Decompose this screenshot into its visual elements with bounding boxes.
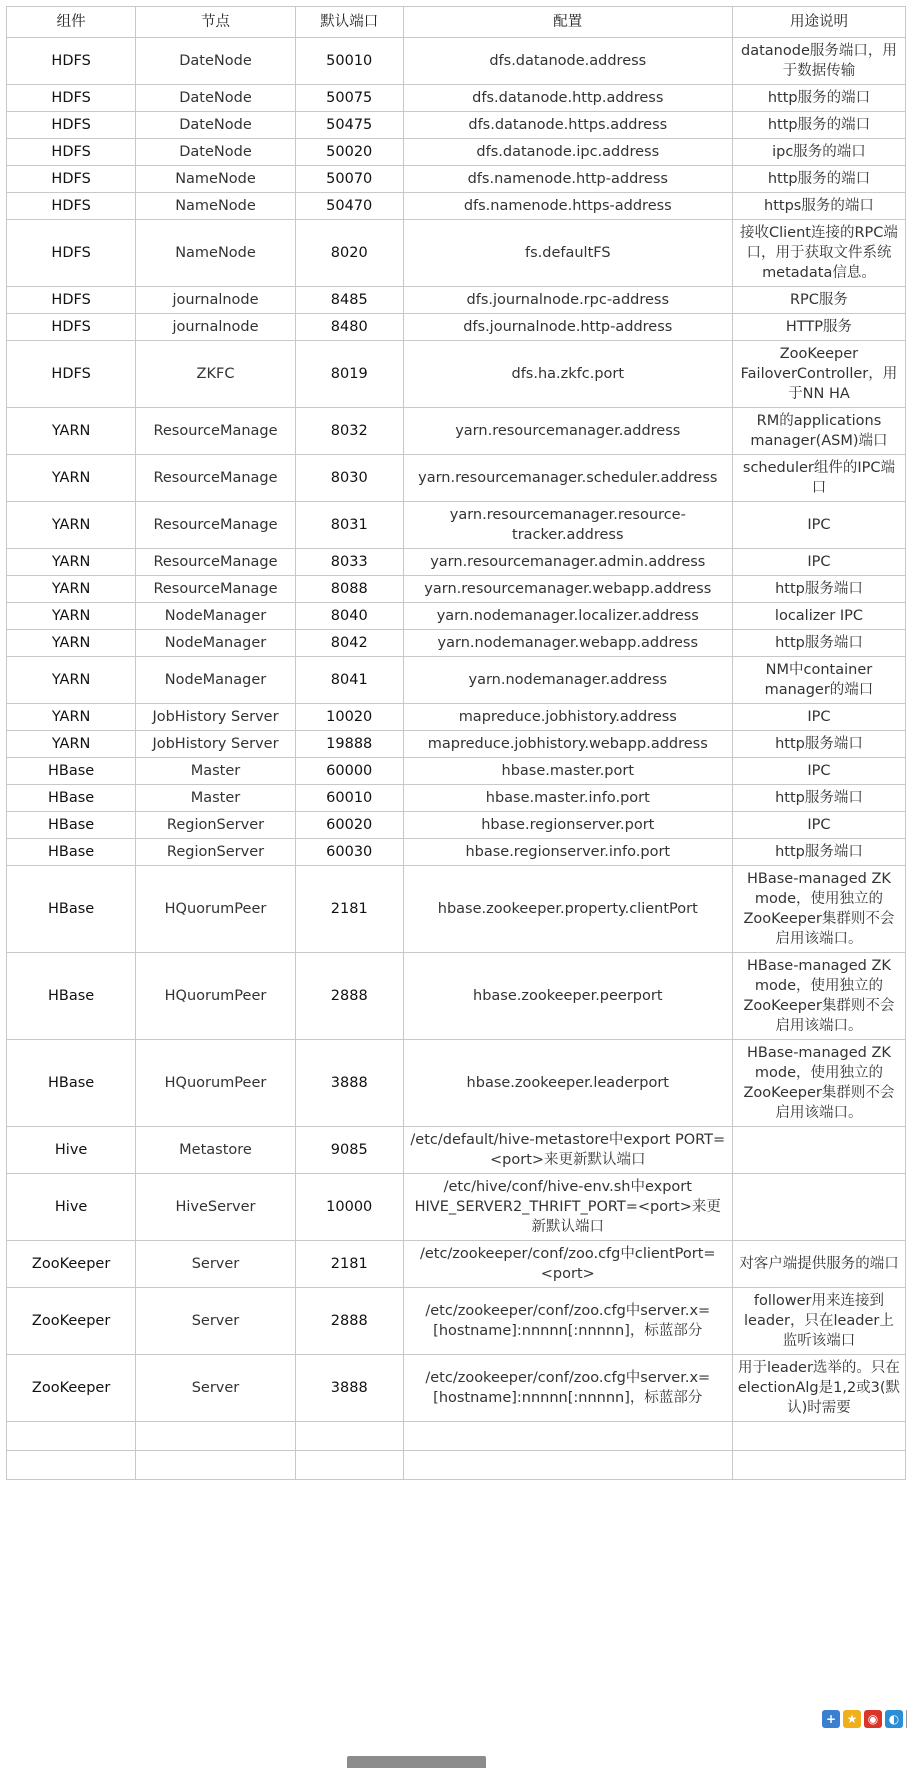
cell-port: 8480 (295, 314, 403, 341)
share-bar (822, 1710, 907, 1728)
cell-description: 接收Client连接的RPC端口，用于获取文件系统metadata信息。 (732, 220, 905, 287)
table-row (7, 193, 906, 220)
cell-port: 50020 (295, 139, 403, 166)
cell-description: http服务端口 (732, 630, 905, 657)
cell-node: DateNode (136, 139, 296, 166)
cell-node: JobHistory Server (136, 704, 296, 731)
cell-component (7, 1422, 136, 1451)
cell-port: 60030 (295, 839, 403, 866)
cell-component (7, 1451, 136, 1480)
cell-port: 10020 (295, 704, 403, 731)
cell-component: HDFS (7, 341, 136, 408)
cell-config: mapreduce.jobhistory.address (403, 704, 732, 731)
table-row (7, 314, 906, 341)
cell-node: ResourceManage (136, 455, 296, 502)
cell-config: /etc/zookeeper/conf/zoo.cfg中server.x=[hostname]:nnnnn[:nnnnn]，标蓝部分 (403, 1288, 732, 1355)
cell-component: ZooKeeper (7, 1355, 136, 1422)
cell-config (403, 1422, 732, 1451)
cell-config: dfs.namenode.https-address (403, 193, 732, 220)
table-row (7, 1127, 906, 1174)
cell-component: YARN (7, 603, 136, 630)
cell-port: 2181 (295, 1241, 403, 1288)
cell-port: 50470 (295, 193, 403, 220)
cell-port: 50075 (295, 85, 403, 112)
table-row (7, 502, 906, 549)
table-row (7, 166, 906, 193)
cell-node: Metastore (136, 1127, 296, 1174)
table-row (7, 704, 906, 731)
port-table (6, 6, 906, 1480)
cell-description: IPC (732, 549, 905, 576)
table-row (7, 731, 906, 758)
cell-component: YARN (7, 657, 136, 704)
cell-description: follower用来连接到leader，只在leader上监听该端口 (732, 1288, 905, 1355)
cell-config: dfs.ha.zkfc.port (403, 341, 732, 408)
cell-config: /etc/zookeeper/conf/zoo.cfg中server.x=[hostname]:nnnnn[:nnnnn]，标蓝部分 (403, 1355, 732, 1422)
cell-description: IPC (732, 812, 905, 839)
next-page-button[interactable] (414, 1756, 486, 1768)
cell-node: Master (136, 758, 296, 785)
cell-component: YARN (7, 408, 136, 455)
cell-component: HDFS (7, 287, 136, 314)
cell-node: DateNode (136, 112, 296, 139)
cell-config (403, 1451, 732, 1480)
cell-port: 8030 (295, 455, 403, 502)
cell-node (136, 1422, 296, 1451)
cell-node: Server (136, 1241, 296, 1288)
cell-config: hbase.master.port (403, 758, 732, 785)
cell-node: HQuorumPeer (136, 866, 296, 953)
cell-port: 8032 (295, 408, 403, 455)
cell-description (732, 1127, 905, 1174)
cell-port: 8020 (295, 220, 403, 287)
cell-port: 8088 (295, 576, 403, 603)
cell-port (295, 1451, 403, 1480)
cell-port: 10000 (295, 1174, 403, 1241)
cell-description: scheduler组件的IPC端口 (732, 455, 905, 502)
cell-config: dfs.datanode.ipc.address (403, 139, 732, 166)
cell-component: HBase (7, 812, 136, 839)
cell-config: hbase.regionserver.port (403, 812, 732, 839)
cell-config: dfs.namenode.http-address (403, 166, 732, 193)
cell-description: http服务的端口 (732, 112, 905, 139)
cell-config: /etc/zookeeper/conf/zoo.cfg中clientPort=<port> (403, 1241, 732, 1288)
cell-config: yarn.resourcemanager.address (403, 408, 732, 455)
cell-component: HDFS (7, 193, 136, 220)
table-row (7, 603, 906, 630)
table-row (7, 287, 906, 314)
cell-node: ZKFC (136, 341, 296, 408)
cell-description: RPC服务 (732, 287, 905, 314)
table-row (7, 812, 906, 839)
cell-description: http服务端口 (732, 839, 905, 866)
cell-description: IPC (732, 502, 905, 549)
cell-config: yarn.resourcemanager.resource-tracker.address (403, 502, 732, 549)
cell-port: 8485 (295, 287, 403, 314)
cell-port: 9085 (295, 1127, 403, 1174)
table-row (7, 953, 906, 1040)
cell-port: 8042 (295, 630, 403, 657)
cell-port: 60020 (295, 812, 403, 839)
cell-description (732, 1451, 905, 1480)
cell-node: NameNode (136, 166, 296, 193)
cell-description: localizer IPC (732, 603, 905, 630)
cell-config: yarn.resourcemanager.admin.address (403, 549, 732, 576)
table-row (7, 839, 906, 866)
cell-node: ResourceManage (136, 549, 296, 576)
cell-node: HQuorumPeer (136, 953, 296, 1040)
table-row (7, 1355, 906, 1422)
cell-description: 用于leader选举的。只在electionAlg是1,2或3(默认)时需要 (732, 1355, 905, 1422)
cell-port: 50010 (295, 38, 403, 85)
cell-port: 8040 (295, 603, 403, 630)
cell-component: HBase (7, 953, 136, 1040)
cell-node: ResourceManage (136, 576, 296, 603)
table-row (7, 1288, 906, 1355)
table-row (7, 549, 906, 576)
table-row (7, 576, 906, 603)
cell-component: ZooKeeper (7, 1241, 136, 1288)
cell-config: hbase.master.info.port (403, 785, 732, 812)
table-row (7, 630, 906, 657)
cell-port: 19888 (295, 731, 403, 758)
table-row (7, 785, 906, 812)
cell-component: YARN (7, 731, 136, 758)
cell-node: ResourceManage (136, 408, 296, 455)
table-row (7, 341, 906, 408)
cell-component: ZooKeeper (7, 1288, 136, 1355)
table-row (7, 1451, 906, 1480)
table-body (7, 38, 906, 1480)
cell-component: YARN (7, 549, 136, 576)
cell-node: NameNode (136, 220, 296, 287)
cell-description: http服务端口 (732, 731, 905, 758)
table-row (7, 408, 906, 455)
table-row (7, 220, 906, 287)
cell-node: DateNode (136, 38, 296, 85)
table-row (7, 1040, 906, 1127)
cell-node: NodeManager (136, 630, 296, 657)
cell-component: HDFS (7, 139, 136, 166)
cell-port: 50475 (295, 112, 403, 139)
cell-node: journalnode (136, 314, 296, 341)
cell-config: hbase.regionserver.info.port (403, 839, 732, 866)
cell-component: YARN (7, 576, 136, 603)
table-row (7, 38, 906, 85)
table-row (7, 1422, 906, 1451)
weibo-share-icon[interactable]: ◉ (864, 1710, 882, 1728)
cell-node: ResourceManage (136, 502, 296, 549)
cell-port (295, 1422, 403, 1451)
cell-component: Hive (7, 1127, 136, 1174)
cell-component: HDFS (7, 166, 136, 193)
cell-node: JobHistory Server (136, 731, 296, 758)
header-node: 节点 (136, 7, 296, 38)
cell-config: dfs.datanode.https.address (403, 112, 732, 139)
qzone-share-icon[interactable]: ★ (843, 1710, 861, 1728)
tencent-weibo-share-icon[interactable]: ◐ (885, 1710, 903, 1728)
share-divider (906, 1710, 907, 1728)
table-row (7, 85, 906, 112)
table-row (7, 1174, 906, 1241)
cell-port: 60010 (295, 785, 403, 812)
cell-component: HBase (7, 758, 136, 785)
cell-component: YARN (7, 704, 136, 731)
cell-component: HBase (7, 785, 136, 812)
cell-description: http服务的端口 (732, 166, 905, 193)
cell-description: https服务的端口 (732, 193, 905, 220)
cell-component: YARN (7, 630, 136, 657)
cell-config: dfs.datanode.http.address (403, 85, 732, 112)
cell-port: 8019 (295, 341, 403, 408)
cell-config: yarn.nodemanager.localizer.address (403, 603, 732, 630)
cell-port: 2181 (295, 866, 403, 953)
header-config: 配置 (403, 7, 732, 38)
cell-port: 8033 (295, 549, 403, 576)
cell-description: http服务端口 (732, 785, 905, 812)
cell-node: RegionServer (136, 812, 296, 839)
cell-component: HDFS (7, 220, 136, 287)
cell-description: datanode服务端口，用于数据传输 (732, 38, 905, 85)
cell-node: journalnode (136, 287, 296, 314)
cell-port: 2888 (295, 953, 403, 1040)
cell-description: NM中container manager的端口 (732, 657, 905, 704)
cell-config: yarn.nodemanager.address (403, 657, 732, 704)
table-row (7, 455, 906, 502)
cell-node: NameNode (136, 193, 296, 220)
cell-config: dfs.journalnode.rpc-address (403, 287, 732, 314)
table-row (7, 1241, 906, 1288)
header-default-port: 默认端口 (295, 7, 403, 38)
cell-description: HTTP服务 (732, 314, 905, 341)
cell-config: /etc/default/hive-metastore中export PORT=<port>来更新默认端口 (403, 1127, 732, 1174)
cell-port: 3888 (295, 1040, 403, 1127)
cell-description: ipc服务的端口 (732, 139, 905, 166)
cell-description: 对客户端提供服务的端口 (732, 1241, 905, 1288)
cell-component: HDFS (7, 38, 136, 85)
cell-description: http服务端口 (732, 576, 905, 603)
prev-page-button[interactable] (347, 1756, 419, 1768)
cell-description: RM的applications manager(ASM)端口 (732, 408, 905, 455)
cell-description (732, 1174, 905, 1241)
table-row (7, 112, 906, 139)
cell-description: HBase-managed ZK mode，使用独立的ZooKeeper集群则不会启用该端口。 (732, 866, 905, 953)
cell-config: fs.defaultFS (403, 220, 732, 287)
cell-node (136, 1451, 296, 1480)
cell-description (732, 1422, 905, 1451)
cell-description: http服务的端口 (732, 85, 905, 112)
cell-component: HDFS (7, 85, 136, 112)
cell-description: HBase-managed ZK mode，使用独立的ZooKeeper集群则不会启用该端口。 (732, 953, 905, 1040)
cell-node: Server (136, 1355, 296, 1422)
cell-config: yarn.resourcemanager.scheduler.address (403, 455, 732, 502)
header-description: 用途说明 (732, 7, 905, 38)
cell-config: hbase.zookeeper.peerport (403, 953, 732, 1040)
cell-config: dfs.datanode.address (403, 38, 732, 85)
cell-config: mapreduce.jobhistory.webapp.address (403, 731, 732, 758)
table-row (7, 139, 906, 166)
cell-component: HBase (7, 866, 136, 953)
cell-config: dfs.journalnode.http-address (403, 314, 732, 341)
cell-config: hbase.zookeeper.property.clientPort (403, 866, 732, 953)
cell-component: YARN (7, 502, 136, 549)
cell-port: 8041 (295, 657, 403, 704)
header-row (7, 7, 906, 38)
add-share-icon[interactable]: + (822, 1710, 840, 1728)
cell-component: HDFS (7, 112, 136, 139)
header-component: 组件 (7, 7, 136, 38)
cell-component: YARN (7, 455, 136, 502)
cell-port: 50070 (295, 166, 403, 193)
cell-config: yarn.resourcemanager.webapp.address (403, 576, 732, 603)
cell-node: HiveServer (136, 1174, 296, 1241)
cell-description: IPC (732, 704, 905, 731)
cell-component: HBase (7, 1040, 136, 1127)
cell-component: HDFS (7, 314, 136, 341)
cell-component: Hive (7, 1174, 136, 1241)
cell-port: 8031 (295, 502, 403, 549)
cell-node: HQuorumPeer (136, 1040, 296, 1127)
cell-node: NodeManager (136, 603, 296, 630)
cell-config: /etc/hive/conf/hive-env.sh中export HIVE_SERVER2_THRIFT_PORT=<port>来更新默认端口 (403, 1174, 732, 1241)
cell-node: DateNode (136, 85, 296, 112)
cell-config: hbase.zookeeper.leaderport (403, 1040, 732, 1127)
cell-node: NodeManager (136, 657, 296, 704)
cell-node: Master (136, 785, 296, 812)
cell-port: 3888 (295, 1355, 403, 1422)
cell-description: ZooKeeper FailoverController，用于NN HA (732, 341, 905, 408)
cell-description: IPC (732, 758, 905, 785)
cell-node: RegionServer (136, 839, 296, 866)
cell-component: HBase (7, 839, 136, 866)
table-row (7, 657, 906, 704)
cell-description: HBase-managed ZK mode，使用独立的ZooKeeper集群则不会启用该端口。 (732, 1040, 905, 1127)
cell-port: 2888 (295, 1288, 403, 1355)
cell-node: Server (136, 1288, 296, 1355)
cell-config: yarn.nodemanager.webapp.address (403, 630, 732, 657)
cell-port: 60000 (295, 758, 403, 785)
table-row (7, 866, 906, 953)
table-row (7, 758, 906, 785)
